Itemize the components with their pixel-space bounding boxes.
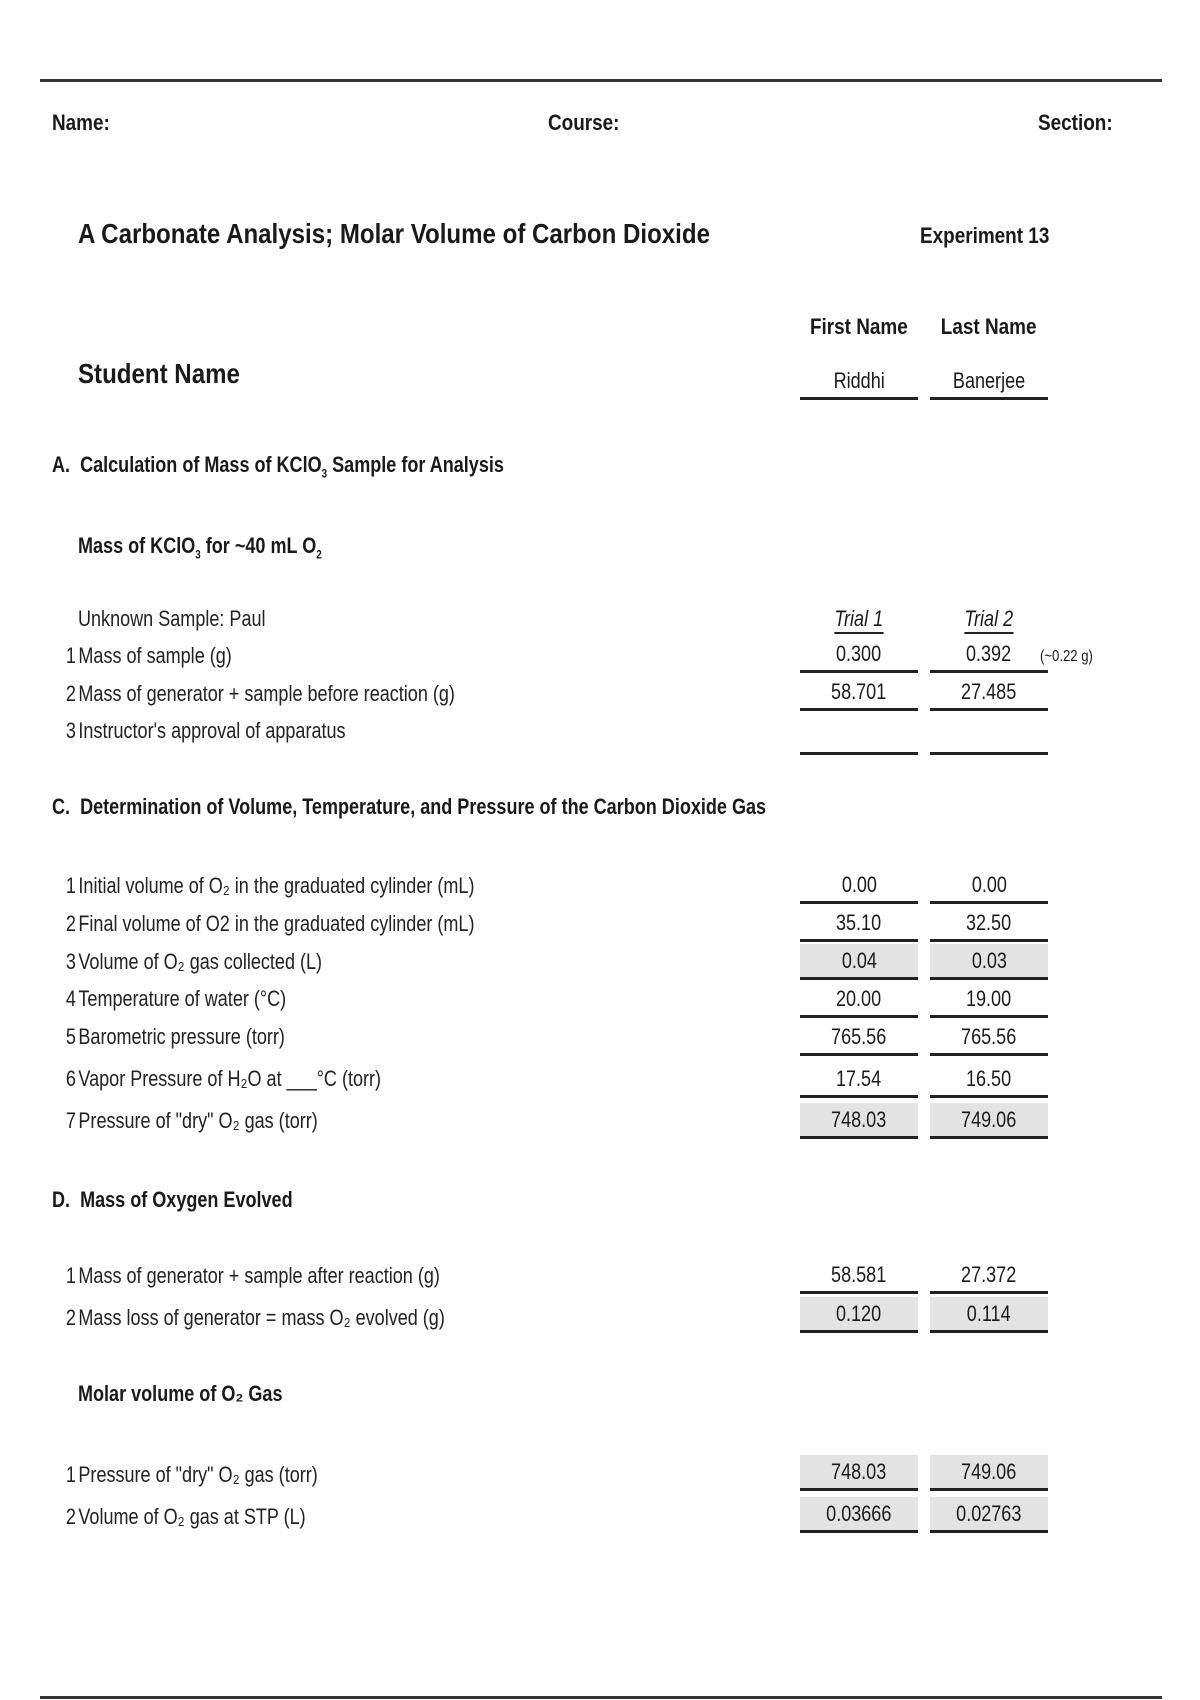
last-name-field[interactable]: Banerjee xyxy=(930,364,1048,400)
section-c-heading: C. Determination of Volume, Temperature, and Pressure of the Carbon Dioxide Gas xyxy=(52,794,767,819)
row-label: 1 Mass of generator + sample after reaction (g) xyxy=(65,1263,440,1288)
row-label: 2 Mass of generator + sample before reaction (g) xyxy=(65,681,455,706)
c2-trial1-value[interactable]: 35.10 xyxy=(800,906,918,942)
row-label: 2 Mass loss of generator = mass O₂ evolved (g) xyxy=(65,1305,445,1330)
section-a-heading: A. Calculation of Mass of KClO$_3$ Sample for Analysis xyxy=(52,452,504,481)
c6-trial1-value[interactable]: 17.54 xyxy=(800,1062,918,1098)
c5-trial2-value[interactable]: 765.56 xyxy=(930,1020,1048,1056)
row-label: 3 Instructor's approval of apparatus xyxy=(65,718,346,743)
c4-trial2-value[interactable]: 19.00 xyxy=(930,982,1048,1018)
first-name-field[interactable]: Riddhi xyxy=(800,364,918,400)
a1-trial1-value[interactable]: 0.300 xyxy=(800,637,918,673)
a3-trial1-value[interactable] xyxy=(800,719,918,755)
first-name-header: First Name xyxy=(810,314,908,339)
row-label: 2 Final volume of O2 in the graduated cylinder (mL) xyxy=(65,911,475,936)
a3-trial2-value[interactable] xyxy=(930,719,1048,755)
d2-trial1-value: 0.120 xyxy=(800,1297,918,1333)
molar-volume-heading: Molar volume of O₂ Gas xyxy=(78,1381,283,1406)
c3-trial2-value: 0.03 xyxy=(930,944,1048,980)
row-label: 4 Temperature of water (°C) xyxy=(65,986,287,1011)
bottom-rule xyxy=(40,1696,1162,1699)
c1-trial1-value[interactable]: 0.00 xyxy=(800,868,918,904)
section-d-heading: D. Mass of Oxygen Evolved xyxy=(52,1187,293,1212)
row-label: 1 Pressure of "dry" O₂ gas (torr) xyxy=(65,1462,318,1487)
c3-trial1-value: 0.04 xyxy=(800,944,918,980)
row-label: 5 Barometric pressure (torr) xyxy=(65,1024,285,1049)
m1-trial2-value: 749.06 xyxy=(930,1455,1048,1491)
course-label: Course: xyxy=(548,110,620,135)
trial-2-header: Trial 2 xyxy=(930,606,1048,634)
mass-note: (~0.22 g) xyxy=(1040,648,1093,665)
d2-trial2-value: 0.114 xyxy=(930,1297,1048,1333)
section-label: Section: xyxy=(1038,110,1113,135)
m2-trial2-value: 0.02763 xyxy=(930,1497,1048,1533)
row-label: 1 Initial volume of O₂ in the graduated cylinder (mL) xyxy=(65,873,475,898)
row-label: 6 Vapor Pressure of H₂O at ___°C (torr) xyxy=(65,1066,382,1091)
c6-trial2-value[interactable]: 16.50 xyxy=(930,1062,1048,1098)
row-label: 7 Pressure of "dry" O₂ gas (torr) xyxy=(65,1108,318,1133)
c7-trial2-value: 749.06 xyxy=(930,1103,1048,1139)
row-label: 3 Volume of O₂ gas collected (L) xyxy=(65,949,323,974)
page-title: A Carbonate Analysis; Molar Volume of Carbon Dioxide xyxy=(78,218,710,249)
c5-trial1-value[interactable]: 765.56 xyxy=(800,1020,918,1056)
row-label: 1 Mass of sample (g) xyxy=(65,643,232,668)
c1-trial2-value[interactable]: 0.00 xyxy=(930,868,1048,904)
d1-trial2-value[interactable]: 27.372 xyxy=(930,1258,1048,1294)
section-a-subheading: Mass of KClO$_3$ for ~40 mL $O_2$ xyxy=(78,533,322,562)
m2-trial1-value: 0.03666 xyxy=(800,1497,918,1533)
unknown-sample-label: Unknown Sample: Paul xyxy=(78,606,266,631)
last-name-header: Last Name xyxy=(941,314,1037,339)
top-rule xyxy=(40,79,1162,82)
trial-1-header: Trial 1 xyxy=(800,606,918,634)
d1-trial1-value[interactable]: 58.581 xyxy=(800,1258,918,1294)
c4-trial1-value[interactable]: 20.00 xyxy=(800,982,918,1018)
a1-trial2-value[interactable]: 0.392 xyxy=(930,637,1048,673)
c7-trial1-value: 748.03 xyxy=(800,1103,918,1139)
row-label: 2 Volume of O₂ gas at STP (L) xyxy=(65,1504,306,1529)
c2-trial2-value[interactable]: 32.50 xyxy=(930,906,1048,942)
a2-trial2-value[interactable]: 27.485 xyxy=(930,675,1048,711)
m1-trial1-value: 748.03 xyxy=(800,1455,918,1491)
name-label: Name: xyxy=(52,110,110,135)
student-name-label: Student Name xyxy=(78,358,240,389)
experiment-label: Experiment 13 xyxy=(920,223,1050,248)
a2-trial1-value[interactable]: 58.701 xyxy=(800,675,918,711)
